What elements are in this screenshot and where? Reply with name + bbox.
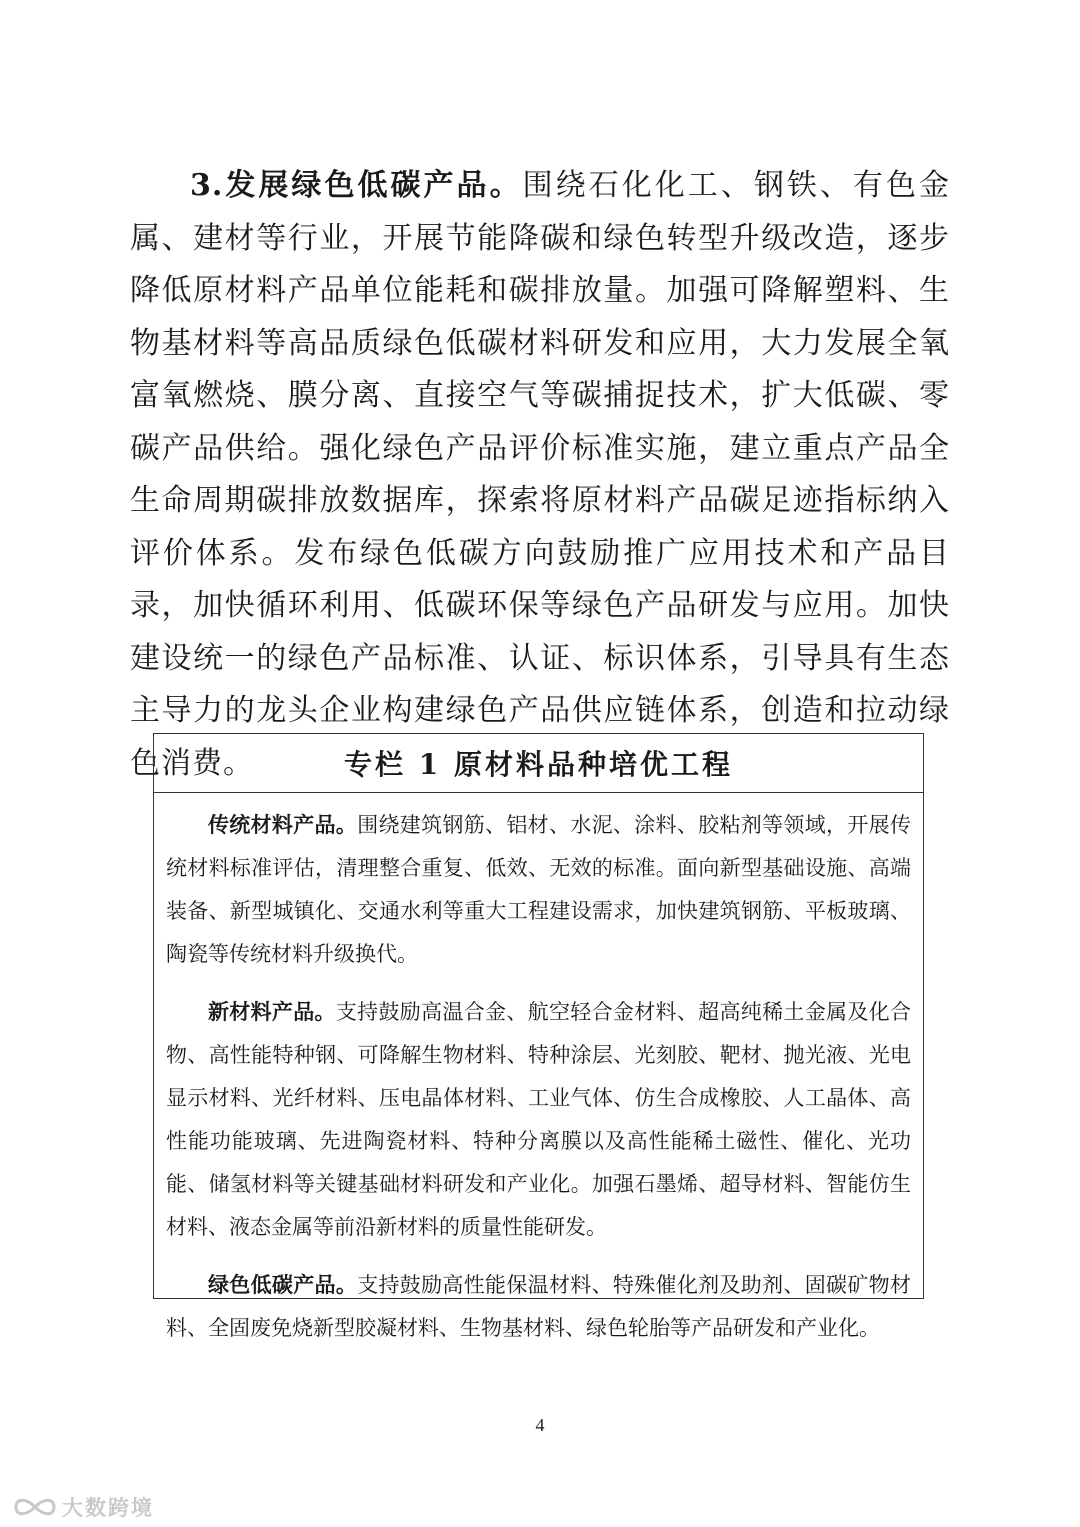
column-paragraph-lead: 绿色低碳产品。: [208, 1272, 358, 1297]
column-paragraph-lead: 传统材料产品。: [208, 812, 358, 837]
column-paragraph-text: 围绕建筑钢筋、铝材、水泥、涂料、胶粘剂等领域，开展传统材料标准评估，清理整合重复、低效、无效的标准。面向新型基础设施、高端装备、新型城镇化、交通水利等重大工程建设需求，加快建筑钢筋、平板玻璃、陶瓷等传统材料升级换代。: [166, 813, 911, 966]
section-paragraph: [130, 160, 950, 790]
column-paragraph-text: 支持鼓励高温合金、航空轻合金材料、超高纯稀土金属及化合物、高性能特种钢、可降解生物材料、特种涂层、光刻胶、靶材、抛光液、光电显示材料、光纤材料、压电晶体材料、工业气体、仿生合成橡胶、人工晶体、高性能功能玻璃、先进陶瓷材料、特种分离膜以及高性能稀土磁性、催化、光功能、储氢材料等关键基础材料研发和产业化。加强石墨烯、超导材料、智能仿生材料、液态金属等前沿新材料的质量性能研发。: [166, 1000, 911, 1239]
page-number: 4: [535, 1415, 545, 1435]
column-paragraph-text: 支持鼓励高性能保温材料、特殊催化剂及助剂、固碳矿物材料、全固废免烧新型胶凝材料、生物基材料、绿色轮胎等产品研发和产业化。: [166, 1273, 911, 1340]
column-box: [153, 733, 924, 1340]
column-paragraph-traditional: [166, 803, 911, 976]
watermark-text: 大数跨境: [62, 1496, 154, 1520]
column-paragraph-new-materials: [166, 990, 911, 1249]
section-body: 围绕石化化工、钢铁、有色金属、建材等行业，开展节能降碳和绿色转型升级改造，逐步降低原材料产品单位能耗和碳排放量。加强可降解塑料、生物基材料等高品质绿色低碳材料研发和应用，大力发展全氧富氧燃烧、膜分离、直接空气等碳捕捉技术，扩大低碳、零碳产品供给。强化绿色产品评价标准实施，建立重点产品全生命周期碳排放数据库，探索将原材料产品碳足迹指标纳入评价体系。发布绿色低碳方向鼓励推广应用技术和产品目录，加快循环利用、低碳环保等绿色产品研发与应用。加快建设统一的绿色产品标准、认证、标识体系，引导具有生态主导力的龙头企业构建绿色产品供应链体系，创造和拉动绿色消费。: [130, 168, 950, 781]
watermark: [12, 1492, 154, 1522]
infinity-logo-icon: [12, 1494, 58, 1520]
column-body: [154, 793, 923, 1350]
section-heading: 3.发展绿色低碳产品。: [190, 168, 523, 203]
column-paragraph-lead: 新材料产品。: [208, 999, 336, 1024]
column-title: 专栏 1 原材料品种培优工程: [154, 734, 923, 793]
column-paragraph-green-low-carbon: [166, 1263, 911, 1350]
